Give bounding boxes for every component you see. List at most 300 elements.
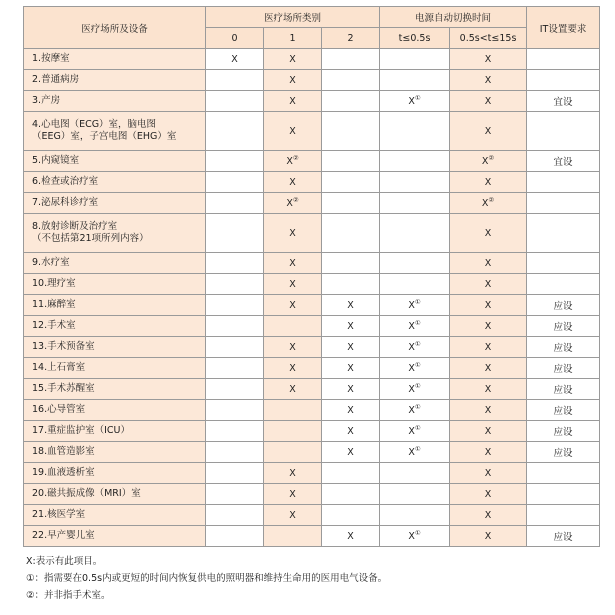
category-2-cell	[322, 463, 380, 484]
category-2-cell	[322, 112, 380, 151]
cell-value: X	[484, 488, 492, 500]
footnote-marker: ①	[414, 402, 421, 411]
table-row	[24, 274, 600, 295]
location-name-line: 10.理疗室	[32, 278, 76, 289]
switch-slow-cell	[450, 400, 527, 421]
table-row	[24, 484, 600, 505]
footnote-marker: ①	[414, 339, 421, 348]
cell-value: X	[408, 362, 415, 374]
cell-value: X	[289, 278, 296, 290]
header-location-equipment: 医疗场所及设备	[24, 7, 206, 49]
cell-value: 应设	[553, 322, 573, 333]
category-2-cell	[322, 505, 380, 526]
cell-value: X	[286, 155, 293, 167]
cell-value: 宜设	[553, 97, 573, 108]
cell-value: X	[231, 53, 238, 65]
category-0-cell	[206, 379, 264, 400]
cell-value: X	[347, 425, 354, 437]
category-1-cell	[264, 295, 322, 316]
location-name-line: 14.上石膏室	[32, 362, 86, 373]
category-0-cell	[206, 70, 264, 91]
table-row	[24, 400, 600, 421]
category-1-cell	[264, 91, 322, 112]
category-1-cell	[264, 151, 322, 172]
requirements-table-container	[23, 6, 599, 604]
it-requirement-cell	[527, 49, 600, 70]
note-x-legend: X:表示有此项目。	[26, 556, 103, 567]
footnote-marker: ①	[414, 93, 421, 102]
switch-fast-cell	[380, 193, 450, 214]
category-2-cell	[322, 214, 380, 253]
cell-value: X	[347, 383, 354, 395]
header-location-category: 医疗场所类别	[206, 7, 380, 28]
category-1-cell	[264, 253, 322, 274]
cell-value: 应设	[553, 448, 573, 459]
note-2: ②：并非指手术室。	[26, 590, 111, 601]
location-name-line: 9.水疗室	[32, 257, 70, 268]
cell-value: X	[484, 53, 492, 65]
category-2-cell	[322, 379, 380, 400]
table-row	[24, 214, 600, 253]
category-1-cell	[264, 505, 322, 526]
table-row	[24, 91, 600, 112]
location-name-cell	[24, 400, 206, 421]
cell-value: X	[408, 446, 415, 458]
category-2-cell	[322, 337, 380, 358]
cell-value: X	[289, 95, 296, 107]
location-name-line: 12.手术室	[32, 320, 76, 331]
cell-value: X	[347, 362, 354, 374]
location-name-cell	[24, 526, 206, 547]
location-name-line: 3.产房	[32, 95, 61, 106]
category-2-cell	[322, 316, 380, 337]
cell-value: X	[347, 446, 354, 458]
cell-value: X	[408, 530, 415, 542]
cell-value: X	[408, 320, 415, 332]
cell-value: X	[347, 320, 354, 332]
switch-slow-cell	[450, 295, 527, 316]
location-name-cell	[24, 112, 206, 151]
location-name-cell	[24, 91, 206, 112]
cell-value: X	[408, 404, 415, 416]
category-0-cell	[206, 358, 264, 379]
location-name-cell	[24, 193, 206, 214]
location-name-line: 8.放射诊断及治疗室	[32, 221, 118, 232]
it-requirement-cell	[527, 358, 600, 379]
cell-value: X	[347, 404, 354, 416]
cell-value: 应设	[553, 427, 573, 438]
category-1-cell	[264, 337, 322, 358]
switch-slow-cell	[450, 484, 527, 505]
switch-fast-cell	[380, 112, 450, 151]
category-2-cell	[322, 526, 380, 547]
header-category-2: 2	[322, 28, 380, 49]
category-1-cell	[264, 484, 322, 505]
category-2-cell	[322, 358, 380, 379]
category-0-cell	[206, 421, 264, 442]
cell-value: X	[484, 299, 492, 311]
location-name-cell	[24, 253, 206, 274]
medical-locations-table	[23, 6, 600, 547]
cell-value: X	[289, 299, 296, 311]
it-requirement-cell	[527, 274, 600, 295]
cell-value: X	[289, 488, 296, 500]
footnote-marker: ②	[488, 195, 495, 204]
category-2-cell	[322, 421, 380, 442]
cell-value: X	[484, 227, 492, 239]
footnote-marker: ①	[414, 381, 421, 390]
category-0-cell	[206, 112, 264, 151]
category-0-cell	[206, 505, 264, 526]
it-requirement-cell	[527, 337, 600, 358]
category-2-cell	[322, 295, 380, 316]
cell-value: 宜设	[553, 157, 573, 168]
category-2-cell	[322, 151, 380, 172]
location-name-line: 18.血管造影室	[32, 446, 95, 457]
category-2-cell	[322, 49, 380, 70]
cell-value: X	[484, 176, 492, 188]
table-row	[24, 337, 600, 358]
it-requirement-cell	[527, 295, 600, 316]
category-0-cell	[206, 442, 264, 463]
category-1-cell	[264, 214, 322, 253]
cell-value: X	[484, 74, 492, 86]
cell-value: X	[289, 383, 296, 395]
it-requirement-cell	[527, 70, 600, 91]
cell-value: X	[289, 509, 296, 521]
location-name-cell	[24, 172, 206, 193]
cell-value: X	[289, 341, 296, 353]
category-2-cell	[322, 253, 380, 274]
category-1-cell	[264, 49, 322, 70]
cell-value: X	[286, 197, 293, 209]
location-name-cell	[24, 358, 206, 379]
location-name-line: 22.早产婴儿室	[32, 530, 95, 541]
category-1-cell	[264, 526, 322, 547]
category-0-cell	[206, 526, 264, 547]
table-notes	[23, 553, 599, 604]
switch-fast-cell	[380, 337, 450, 358]
switch-slow-cell	[450, 358, 527, 379]
table-row	[24, 316, 600, 337]
cell-value: X	[484, 125, 492, 137]
category-0-cell	[206, 193, 264, 214]
cell-value: X	[289, 467, 296, 479]
category-1-cell	[264, 463, 322, 484]
category-2-cell	[322, 172, 380, 193]
location-name-cell	[24, 49, 206, 70]
category-1-cell	[264, 274, 322, 295]
footnote-marker: ①	[414, 444, 421, 453]
category-0-cell	[206, 274, 264, 295]
table-row	[24, 295, 600, 316]
category-1-cell	[264, 70, 322, 91]
category-0-cell	[206, 463, 264, 484]
switch-slow-cell	[450, 91, 527, 112]
location-name-line: 5.内窥镜室	[32, 155, 80, 166]
header-category-1: 1	[264, 28, 322, 49]
it-requirement-cell	[527, 421, 600, 442]
cell-value: X	[484, 530, 492, 542]
location-name-cell	[24, 505, 206, 526]
location-name-line: 16.心导管室	[32, 404, 86, 415]
it-requirement-cell	[527, 151, 600, 172]
cell-value: 应设	[553, 532, 573, 543]
table-row	[24, 172, 600, 193]
cell-value: X	[408, 341, 415, 353]
cell-value: X	[484, 278, 492, 290]
cell-value: X	[484, 467, 492, 479]
switch-slow-cell	[450, 421, 527, 442]
switch-slow-cell	[450, 505, 527, 526]
location-name-line: （不包括第21项所列内容）	[32, 233, 149, 244]
cell-value: X	[289, 53, 296, 65]
location-name-cell	[24, 379, 206, 400]
switch-slow-cell	[450, 316, 527, 337]
cell-value: X	[347, 530, 354, 542]
switch-slow-cell	[450, 214, 527, 253]
location-name-line: 19.血液透析室	[32, 467, 95, 478]
location-name-cell	[24, 421, 206, 442]
category-0-cell	[206, 484, 264, 505]
table-row	[24, 193, 600, 214]
switch-fast-cell	[380, 274, 450, 295]
switch-fast-cell	[380, 316, 450, 337]
location-name-cell	[24, 274, 206, 295]
switch-fast-cell	[380, 379, 450, 400]
category-1-cell	[264, 358, 322, 379]
location-name-line: 7.泌尿科诊疗室	[32, 197, 99, 208]
header-it-requirement: IT设置要求	[527, 7, 600, 49]
it-requirement-cell	[527, 316, 600, 337]
header-category-0: 0	[206, 28, 264, 49]
cell-value: 应设	[553, 406, 573, 417]
it-requirement-cell	[527, 112, 600, 151]
cell-value: X	[481, 155, 489, 167]
switch-slow-cell	[450, 463, 527, 484]
switch-fast-cell	[380, 70, 450, 91]
cell-value: 应设	[553, 301, 573, 312]
switch-fast-cell	[380, 505, 450, 526]
location-name-line: 15.手术苏醒室	[32, 383, 95, 394]
note-1: ①：指需要在0.5s内或更短的时间内恢复供电的照明器和维持生命用的医用电气设备。	[26, 573, 388, 584]
switch-slow-cell	[450, 337, 527, 358]
footnote-marker: ①	[414, 423, 421, 432]
table-row	[24, 379, 600, 400]
location-name-cell	[24, 316, 206, 337]
table-row	[24, 253, 600, 274]
switch-fast-cell	[380, 526, 450, 547]
footnote-marker: ①	[414, 297, 421, 306]
it-requirement-cell	[527, 379, 600, 400]
cell-value: X	[484, 95, 492, 107]
location-name-line: （EEG）室，子宫电图（EHG）室	[32, 131, 177, 142]
category-0-cell	[206, 253, 264, 274]
it-requirement-cell	[527, 400, 600, 421]
switch-fast-cell	[380, 295, 450, 316]
location-name-line: 17.重症监护室（ICU）	[32, 425, 130, 436]
cell-value: X	[408, 299, 415, 311]
category-1-cell	[264, 112, 322, 151]
switch-fast-cell	[380, 484, 450, 505]
category-1-cell	[264, 442, 322, 463]
category-0-cell	[206, 49, 264, 70]
switch-fast-cell	[380, 463, 450, 484]
table-row	[24, 112, 600, 151]
cell-value: X	[484, 509, 492, 521]
category-0-cell	[206, 151, 264, 172]
switch-slow-cell	[450, 253, 527, 274]
category-0-cell	[206, 337, 264, 358]
table-row	[24, 442, 600, 463]
category-1-cell	[264, 400, 322, 421]
switch-slow-cell	[450, 193, 527, 214]
cell-value: X	[484, 341, 492, 353]
location-name-cell	[24, 463, 206, 484]
cell-value: X	[347, 341, 354, 353]
location-name-cell	[24, 337, 206, 358]
cell-value: X	[289, 257, 296, 269]
category-2-cell	[322, 442, 380, 463]
it-requirement-cell	[527, 91, 600, 112]
it-requirement-cell	[527, 172, 600, 193]
category-0-cell	[206, 295, 264, 316]
category-0-cell	[206, 400, 264, 421]
cell-value: X	[481, 197, 489, 209]
cell-value: X	[289, 362, 296, 374]
it-requirement-cell	[527, 505, 600, 526]
location-name-line: 11.麻醉室	[32, 299, 76, 310]
location-name-cell	[24, 214, 206, 253]
location-name-line: 20.磁共振成像（MRI）室	[32, 488, 141, 499]
header-switch-fast: t≤0.5s	[380, 28, 450, 49]
cell-value: X	[484, 320, 492, 332]
location-name-cell	[24, 70, 206, 91]
table-row	[24, 358, 600, 379]
table-row	[24, 151, 600, 172]
table-row	[24, 505, 600, 526]
it-requirement-cell	[527, 193, 600, 214]
cell-value: 应设	[553, 364, 573, 375]
it-requirement-cell	[527, 463, 600, 484]
switch-slow-cell	[450, 151, 527, 172]
category-2-cell	[322, 274, 380, 295]
switch-slow-cell	[450, 112, 527, 151]
cell-value: X	[484, 446, 492, 458]
switch-fast-cell	[380, 442, 450, 463]
it-requirement-cell	[527, 253, 600, 274]
footnote-marker: ②	[488, 153, 495, 162]
cell-value: 应设	[553, 385, 573, 396]
cell-value: X	[289, 227, 296, 239]
header-switch-time: 电源自动切换时间	[380, 7, 527, 28]
category-2-cell	[322, 400, 380, 421]
switch-fast-cell	[380, 253, 450, 274]
cell-value: X	[289, 74, 296, 86]
location-name-cell	[24, 295, 206, 316]
cell-value: 应设	[553, 343, 573, 354]
location-name-line: 21.核医学室	[32, 509, 86, 520]
table-row	[24, 463, 600, 484]
footnote-marker: ①	[414, 360, 421, 369]
switch-slow-cell	[450, 172, 527, 193]
location-name-line: 13.手术预备室	[32, 341, 95, 352]
cell-value: X	[484, 425, 492, 437]
category-1-cell	[264, 421, 322, 442]
switch-slow-cell	[450, 526, 527, 547]
it-requirement-cell	[527, 214, 600, 253]
table-row	[24, 70, 600, 91]
switch-fast-cell	[380, 358, 450, 379]
cell-value: X	[408, 425, 415, 437]
cell-value: X	[484, 362, 492, 374]
switch-slow-cell	[450, 70, 527, 91]
switch-fast-cell	[380, 400, 450, 421]
switch-fast-cell	[380, 49, 450, 70]
cell-value: X	[289, 176, 296, 188]
category-2-cell	[322, 70, 380, 91]
category-1-cell	[264, 379, 322, 400]
category-2-cell	[322, 193, 380, 214]
category-0-cell	[206, 214, 264, 253]
cell-value: X	[484, 383, 492, 395]
it-requirement-cell	[527, 484, 600, 505]
switch-slow-cell	[450, 379, 527, 400]
location-name-line: 1.按摩室	[32, 53, 70, 64]
switch-fast-cell	[380, 151, 450, 172]
footnote-marker: ②	[292, 195, 299, 204]
location-name-line: 6.检查或治疗室	[32, 176, 99, 187]
switch-fast-cell	[380, 421, 450, 442]
cell-value: X	[484, 257, 492, 269]
switch-fast-cell	[380, 172, 450, 193]
category-1-cell	[264, 172, 322, 193]
cell-value: X	[408, 95, 415, 107]
footnote-marker: ①	[414, 528, 421, 537]
category-0-cell	[206, 316, 264, 337]
switch-slow-cell	[450, 274, 527, 295]
location-name-line: 4.心电图（ECG）室，脑电图	[32, 119, 157, 130]
category-2-cell	[322, 91, 380, 112]
switch-fast-cell	[380, 91, 450, 112]
table-row	[24, 421, 600, 442]
footnote-marker: ②	[292, 153, 299, 162]
location-name-line: 2.普通病房	[32, 74, 80, 85]
cell-value: X	[408, 383, 415, 395]
table-row	[24, 526, 600, 547]
location-name-cell	[24, 442, 206, 463]
category-0-cell	[206, 172, 264, 193]
category-1-cell	[264, 316, 322, 337]
switch-slow-cell	[450, 442, 527, 463]
cell-value: X	[484, 404, 492, 416]
location-name-cell	[24, 484, 206, 505]
table-row	[24, 49, 600, 70]
category-1-cell	[264, 193, 322, 214]
header-switch-slow: 0.5s<t≤15s	[450, 28, 527, 49]
footnote-marker: ①	[414, 318, 421, 327]
it-requirement-cell	[527, 526, 600, 547]
switch-slow-cell	[450, 49, 527, 70]
category-2-cell	[322, 484, 380, 505]
location-name-cell	[24, 151, 206, 172]
switch-fast-cell	[380, 214, 450, 253]
table-body	[24, 49, 600, 547]
category-0-cell	[206, 91, 264, 112]
it-requirement-cell	[527, 442, 600, 463]
cell-value: X	[347, 299, 354, 311]
cell-value: X	[289, 125, 296, 137]
